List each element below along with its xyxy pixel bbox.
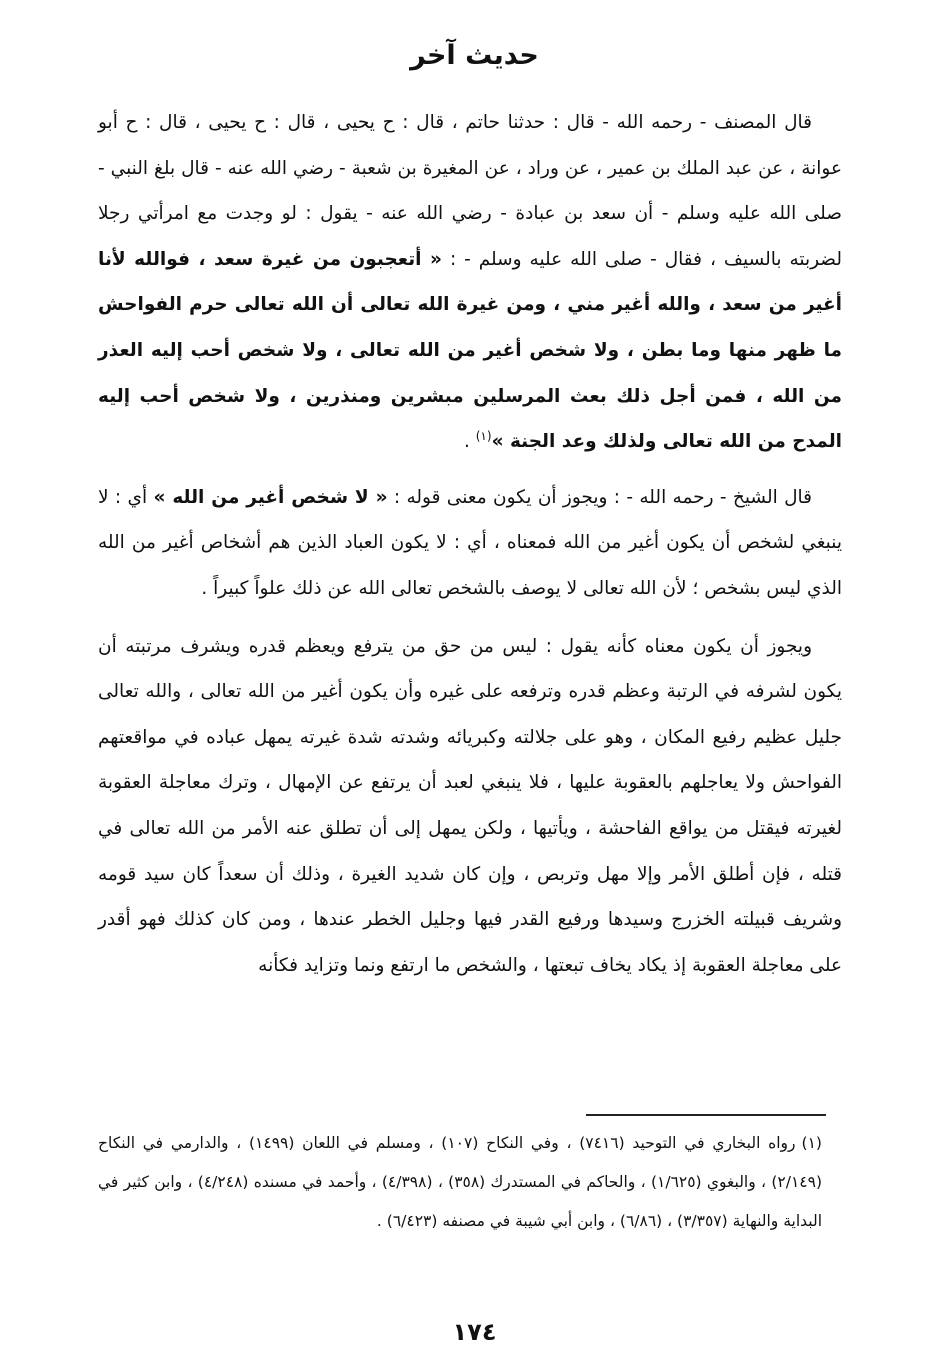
paragraph-alternative-meaning: ويجوز أن يكون معناه كأنه يقول : ليس من حق من يترفع ويعظم قدره ويشرف مرتبته أن يكون لشرفه في الرتبة وعظم قدره وترفعه على غيره وأن يكون أغير من الله تعالى ، والله تعالى جليل عظيم رفيع المكان ، وهو على جلالته وكبريائه وشدته شدة غيرته يمهل عباده في مواقعتهم الفواحش ولا يعاجلهم بالعقوبة عليها ، فلا ينبغي لعبد أن يرتفع عن الإمهال ، وترك معاجلة العقوبة لغيرته فيقتل من يواقع الفاحشة ، ويأتيها ، ولكن يمهل إلى أن تطلق عنه الأمر من الله تعالى في قتله ، فإن أطلق الأمر وإلا مهل وتربص ، وإن كان شديد الغيرة ، وذلك أن سعداً كان سيد قومه وشريف قبيلته الخزرج وسيدها ورفيع القدر فيها وجليل الخطر عندها ، ومن كان كذلك فهو أقدر على معاجلة العقوبة إذ يكاد يخاف تبعتها ، والشخص ما ارتفع ونما وتزايد فكأنه xyxy=(98,635,842,976)
footnotes xyxy=(98,1124,842,1241)
footnote-number: (١) xyxy=(801,1134,822,1152)
explanation-rest: أي : لا ينبغي لشخص أن يكون أغير من الله فمعناه ، أي : لا يكون العباد الذين هم أشخاص أغير من الله الذي ليس بشخص ؛ لأن الله تعالى لا يوصف بالشخص تعالى الله عن ذلك علواً كبيراً . xyxy=(98,486,842,599)
page-number: ١٧٤ xyxy=(452,1318,497,1346)
main-text xyxy=(98,100,842,988)
page-heading: حديث آخر xyxy=(410,40,539,71)
hadith-text: « أتعجبون من غيرة سعد ، فوالله لأنا أغير من سعد ، والله أغير مني ، ومن غيرة الله تعالى أن الله تعالى حرم الفواحش ما ظهر منها وما بطن ، ولا شخص أغير من الله تعالى ، ولا شخص أحب إليه العذر من الله ، فمن أجل ذلك بعث المرسلين مبشرين ومنذرين ، ولا شخص أحب إليه المدح من الله تعالى ولذلك وعد الجنة » xyxy=(98,248,842,453)
footnote-item xyxy=(98,1124,842,1241)
paragraph-end-mark: . xyxy=(463,431,476,453)
footnote-marker: (١) xyxy=(475,429,492,443)
quoted-phrase: « لا شخص أغير من الله » xyxy=(153,486,388,508)
explanation-start: قال الشيخ - رحمه الله - : ويجوز أن يكون معنى قوله : xyxy=(393,486,812,508)
paragraph-sheikh-explanation xyxy=(98,475,842,612)
footnote-text: رواه البخاري في التوحيد (٧٤١٦) ، وفي النكاح (١٠٧) ، ومسلم في اللعان (١٤٩٩) ، والدارمي في النكاح (٢/١٤٩) ، والبغوي (١/٦٢٥) ، والحاكم في المستدرك (٣٥٨) ، (٤/٣٩٨) ، وأحمد في مسنده (٤/٢٤٨) ، وابن كثير في البداية والنهاية (٣/٣٥٧) ، (٦/٨٦) ، وابن أبي شيبة في مصنفه (٦/٤٢٣) . xyxy=(98,1134,822,1230)
footnote-separator xyxy=(586,1114,826,1116)
narration-chain: قال المصنف - رحمه الله - قال : حدثنا حاتم ، قال : ح يحيى ، قال : ح يحيى ، قال : ح أبو عوانة ، عن عبد الملك بن عمير ، عن وراد ، عن المغيرة بن شعبة - رضي الله عنه - قال بلغ النبي - صلى الله عليه وسلم - أن سعد بن عبادة - رضي الله عنه - يقول : لو وجدت مع امرأتي رجلا لضربته بالسيف ، فقال - صلى الله عليه وسلم - : xyxy=(98,112,842,270)
paragraph-hadith-narration xyxy=(98,100,842,465)
